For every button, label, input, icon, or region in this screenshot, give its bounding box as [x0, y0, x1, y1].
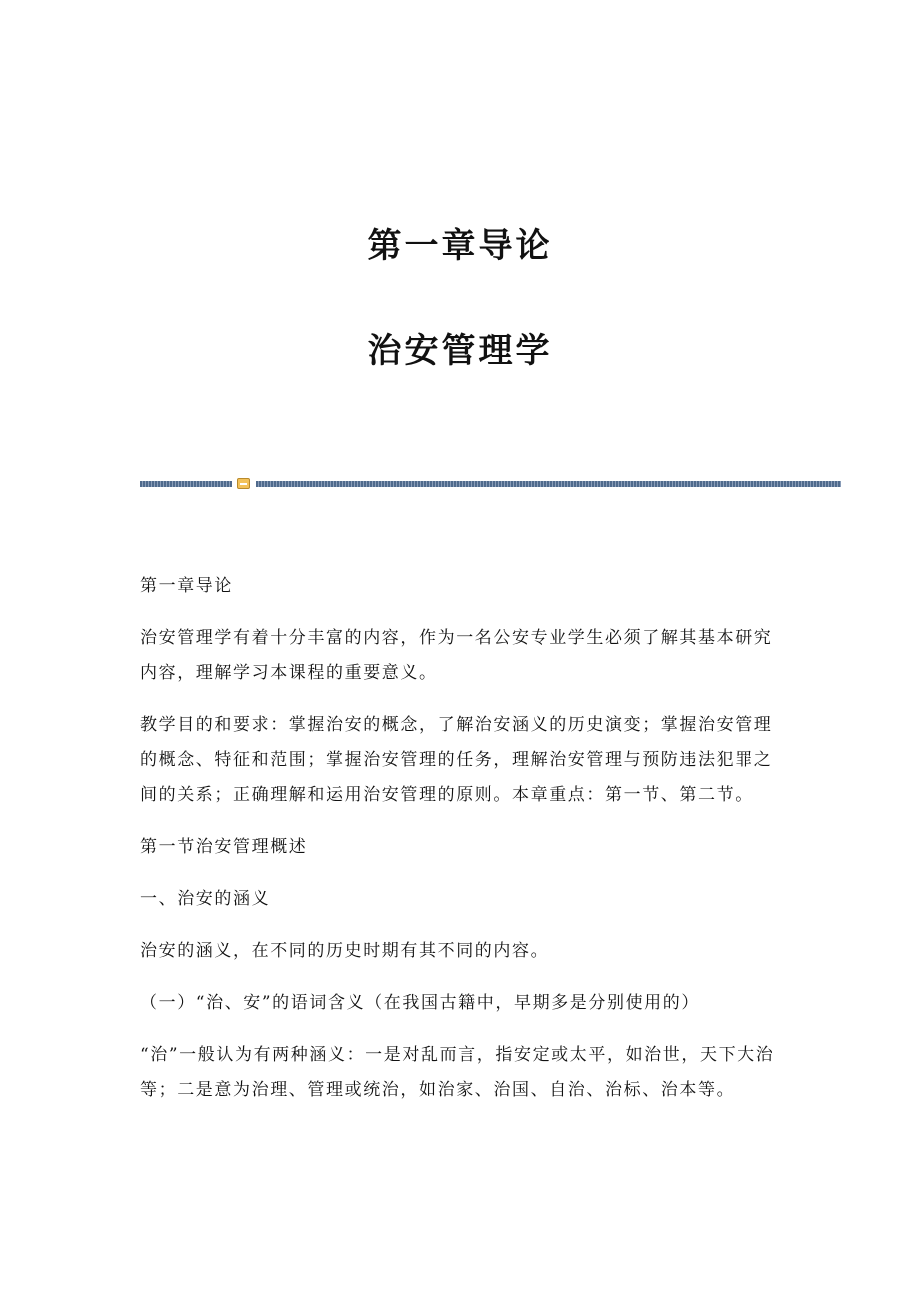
document-body: [140, 569, 780, 1125]
item-heading: （一）“治、安”的语词含义（在我国古籍中，早期多是分别使用的）: [140, 993, 700, 1013]
objectives-paragraph: 教学目的和要求：掌握治安的概念，了解治安涵义的历史演变；掌握治安管理的概念、特征和范围；掌握治安管理的任务，理解治安管理与预防违法犯罪之间的关系；正确理解和运用治安管理的原则。本章重点：第一节、第二节。: [140, 715, 773, 805]
divider-bar-left: [140, 481, 232, 487]
document-title: 第一章导论: [367, 226, 553, 266]
body-paragraph: 治安的涵义，在不同的历史时期有其不同的内容。: [140, 941, 550, 961]
section-heading: 第一节治安管理概述: [140, 837, 308, 857]
intro-paragraph: 治安管理学有着十分丰富的内容，作为一名公安专业学生必须了解其基本研究内容，理解学习本课程的重要意义。: [140, 628, 773, 683]
section-divider: [140, 480, 841, 488]
subsection-heading: 一、治安的涵义: [140, 889, 271, 909]
divider-bar-right: [256, 481, 841, 487]
document-subtitle: 治安管理学: [367, 331, 553, 371]
envelope-icon: [237, 478, 250, 489]
body-paragraph: “治”一般认为有两种涵义：一是对乱而言，指安定或太平，如治世，天下大治等；二是意为治理、管理或统治，如治家、治国、自治、治标、治本等。: [140, 1045, 775, 1100]
chapter-heading: 第一章导论: [140, 576, 233, 596]
